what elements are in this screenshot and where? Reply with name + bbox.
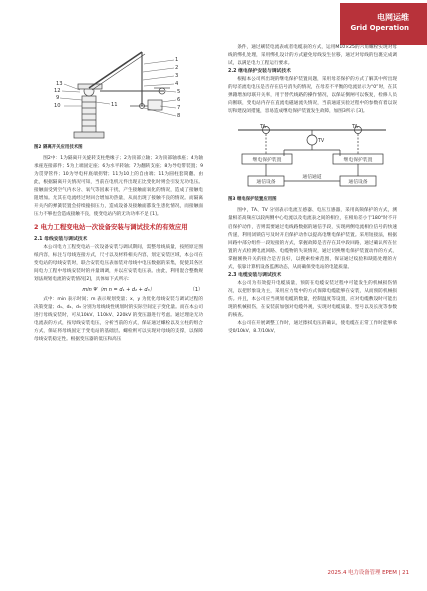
- page-number: 21: [402, 570, 409, 576]
- section-title-cn: 电网运维: [377, 13, 409, 22]
- left-column: [34, 44, 203, 344]
- fig2-label-2: 2: [175, 65, 179, 71]
- fig3-comm-right: 通信设备: [348, 180, 368, 186]
- journal-issue: 2025.4 电力设备管理 EPEM: [327, 570, 397, 576]
- fig2-label-5: 5: [177, 89, 181, 95]
- right-paragraph-2: 根据本公司所出现的继电保护装置问题，采用母差保护的方式了解其中所出现的母差流电电压是否存在信号消失的情况，在母差不平衡的电流显示为“0”时，在其弹籍增加母联开关率，用于替代线路的操作情况，以保证倒闸可以恢复，检修人员向断联，变电站内存在直流电磁通流失情况，当前通道实验过程中的参数有着以误切和建没闭措施，容易造成继电保护装置发生故障，加图3所示 [3]。: [228, 77, 397, 115]
- fig2-label-1: 1: [175, 57, 179, 63]
- header-band: [340, 3, 427, 45]
- fig2-label-8: 8: [177, 113, 181, 119]
- equation-1-body: min Ψ（m n = d₁ + d₂ + d₃）: [82, 286, 155, 293]
- fig2-label-13: 13: [56, 81, 63, 87]
- left-paragraph-2: 本公司电力工程变电站一次设备安装与调试期间，需整母线质量，按照原定图纸内容，标注与母线连接方式，尺寸以及材料相关内容，划定安装区域，本公司在变电站的母线安装时，联合安装电压表加装对母线中电压数据的采集，促使其各区间电力工程中母线安装时的并量调调，并以应安装电压表。由此，利用混合整数规划法规划电流的安装情况[2]，具体如下式所示：: [34, 244, 203, 282]
- right-column: [228, 44, 397, 336]
- right-paragraph-3: 图中，TA、TV 分别表示电流互感器、电压互感器，采用高频保护的方式，测量相差高频应以较两侧中心电流以及电流表之间的相位，在相角差小于180°时不开启保护动作，否则需要通过电线路数据的通信手段，实现两侧电流相位信号的快速传递，利用闭锁信号及时开启保护动作以提高电继电保护装置。采用短接法，根据回路中部分组件一段短接的方式，掌握故障是否存在其中段回路，通过确认所在位置的方式检测电流回路、电缆物的失误情况，通过切换继电保护装置动作的方式，掌握刚换升关的接合是否良好，以搜索检索范围，保证通过纹验和缺陷处理的方式，依靠计算机设备监测动态，从而确保变电站的电能质量。: [228, 208, 397, 270]
- fig3-label-ta-right: TA: [352, 125, 358, 131]
- left-paragraph-1: 图2中：1为隔离开关旋转支柱绝缘子；2为顶部立轴；3为顶部轴承座；4为轴承座连接部件；5为上端固定座；6为水平转轴；7为翻转支座；8为导电带装置；9为贯穿管件；10为导电杆底端拐臂；11为10上的自由端；11为圆柱套筒翻。由此，根据隔离开关情况可知，当前在电机元件出现正比变化时则会引发无功电压。接触面受到空气内水分、氧气等因素干扰，产生接触面氧化的情况，造成了接触电阻增加。尤其在电流经过时回合增加功热量，从而出现了接触不良的情况。而隔离开关内的弹簧装置会持续撞损压力，造成设备及接触面都发生患化情况，而接触面压力不够也会造成接触不良，使变电站内的无功功率不足 [1]。: [34, 156, 203, 218]
- subsection-2-3-heading: 2.3 电缆安装与调试技术: [228, 272, 282, 278]
- fig2-label-6: 6: [177, 97, 181, 103]
- fig3-comm-channel: 通信通道: [302, 175, 322, 181]
- fig3-label-tv: TV: [318, 139, 325, 145]
- fig2-label-10: 10: [54, 103, 61, 109]
- fig2-label-12: 12: [54, 88, 61, 94]
- figure-2-caption: 图2 隔离开关应用技术图: [34, 145, 83, 150]
- left-paragraph-3: 式中：min 表示时间；m 表示规划变量；x，y 为优化母线安装与调试过程的决策变量；d₁、d₂、d₃ 分别为母线线性规划时的实际空间定子变化量。而在本公司进行母线安装时，可从10kV、110kV、220kV 的变压器进行考虑。通过理论无功电流表的方式，按母线安装电压，分析当前的方式，保证通过螺栓以及立柱的组合方式，保证将母线固定于变电站的基础层。螺栓则可以实现对母线的支撑，以保障母线安装稳定性。根据变压器的低压和高压: [34, 296, 203, 343]
- right-paragraph-5: 本公司在开展调整工作时，通过擦拭电压的确认，使电缆在正常工作时能够承受0/10kV、8.7/10kV、: [228, 321, 397, 335]
- equation-1-number: （1）: [189, 286, 203, 293]
- subsection-2-1-heading: 2.1 母线安装与调试技术: [34, 236, 88, 242]
- fig3-comm-left: 通信设备: [256, 180, 276, 186]
- fig3-relay-left: 继电保护装置: [252, 158, 282, 164]
- fig3-relay-right: 继电保护装置: [343, 158, 373, 164]
- equation-1: [34, 286, 203, 294]
- section-title: [351, 12, 409, 34]
- fig2-label-11: 11: [111, 102, 118, 108]
- fig2-label-4: 4: [175, 81, 179, 87]
- fig3-label-ta-left: TA: [260, 125, 266, 131]
- right-paragraph-4: 本公司为有效提升电缆质量，预防在电缆安装过程中可能发生的机械损伤情况，以把形象设为主，采用应力集中的方式保障电缆能够在安装，从而预防机械损伤。并且，本公司应当规划电缆的数量，控制温度等设置，应对电缆敷设时可能出现的机械损伤，在安装前加强对电缆外观，实现对电缆质量、型号以及长度等参数的核查。: [228, 280, 397, 319]
- figure-2-drawing: [34, 44, 203, 142]
- fig2-label-3: 3: [175, 73, 179, 79]
- subsection-2-2-heading: 2.2 继电保护安装与调试技术: [228, 69, 291, 75]
- page-footer: 2025.4 电力设备管理 EPEM | 21: [327, 570, 409, 576]
- fig2-label-9: 9: [56, 95, 60, 101]
- right-paragraph-1: 条件，通过刷装电流表或者电缆表的方式，运用M10×25的六角螺栓实现对母线的绑扎处理，采用绑扎设计的方式避免母线发生位移，通过对母线的包裹完成调试，以满足电力工程运行要求。: [228, 45, 397, 67]
- fig2-label-7: 7: [177, 105, 181, 111]
- section-title-en: Grid Operation: [350, 24, 409, 32]
- section-2-heading: 2 电力工程变电站一次设备安装与调试技术的有效应用: [34, 223, 188, 232]
- figure-3-caption: 图3 继电保护装置应用图: [228, 197, 277, 203]
- figure-3-diagram: [228, 120, 397, 194]
